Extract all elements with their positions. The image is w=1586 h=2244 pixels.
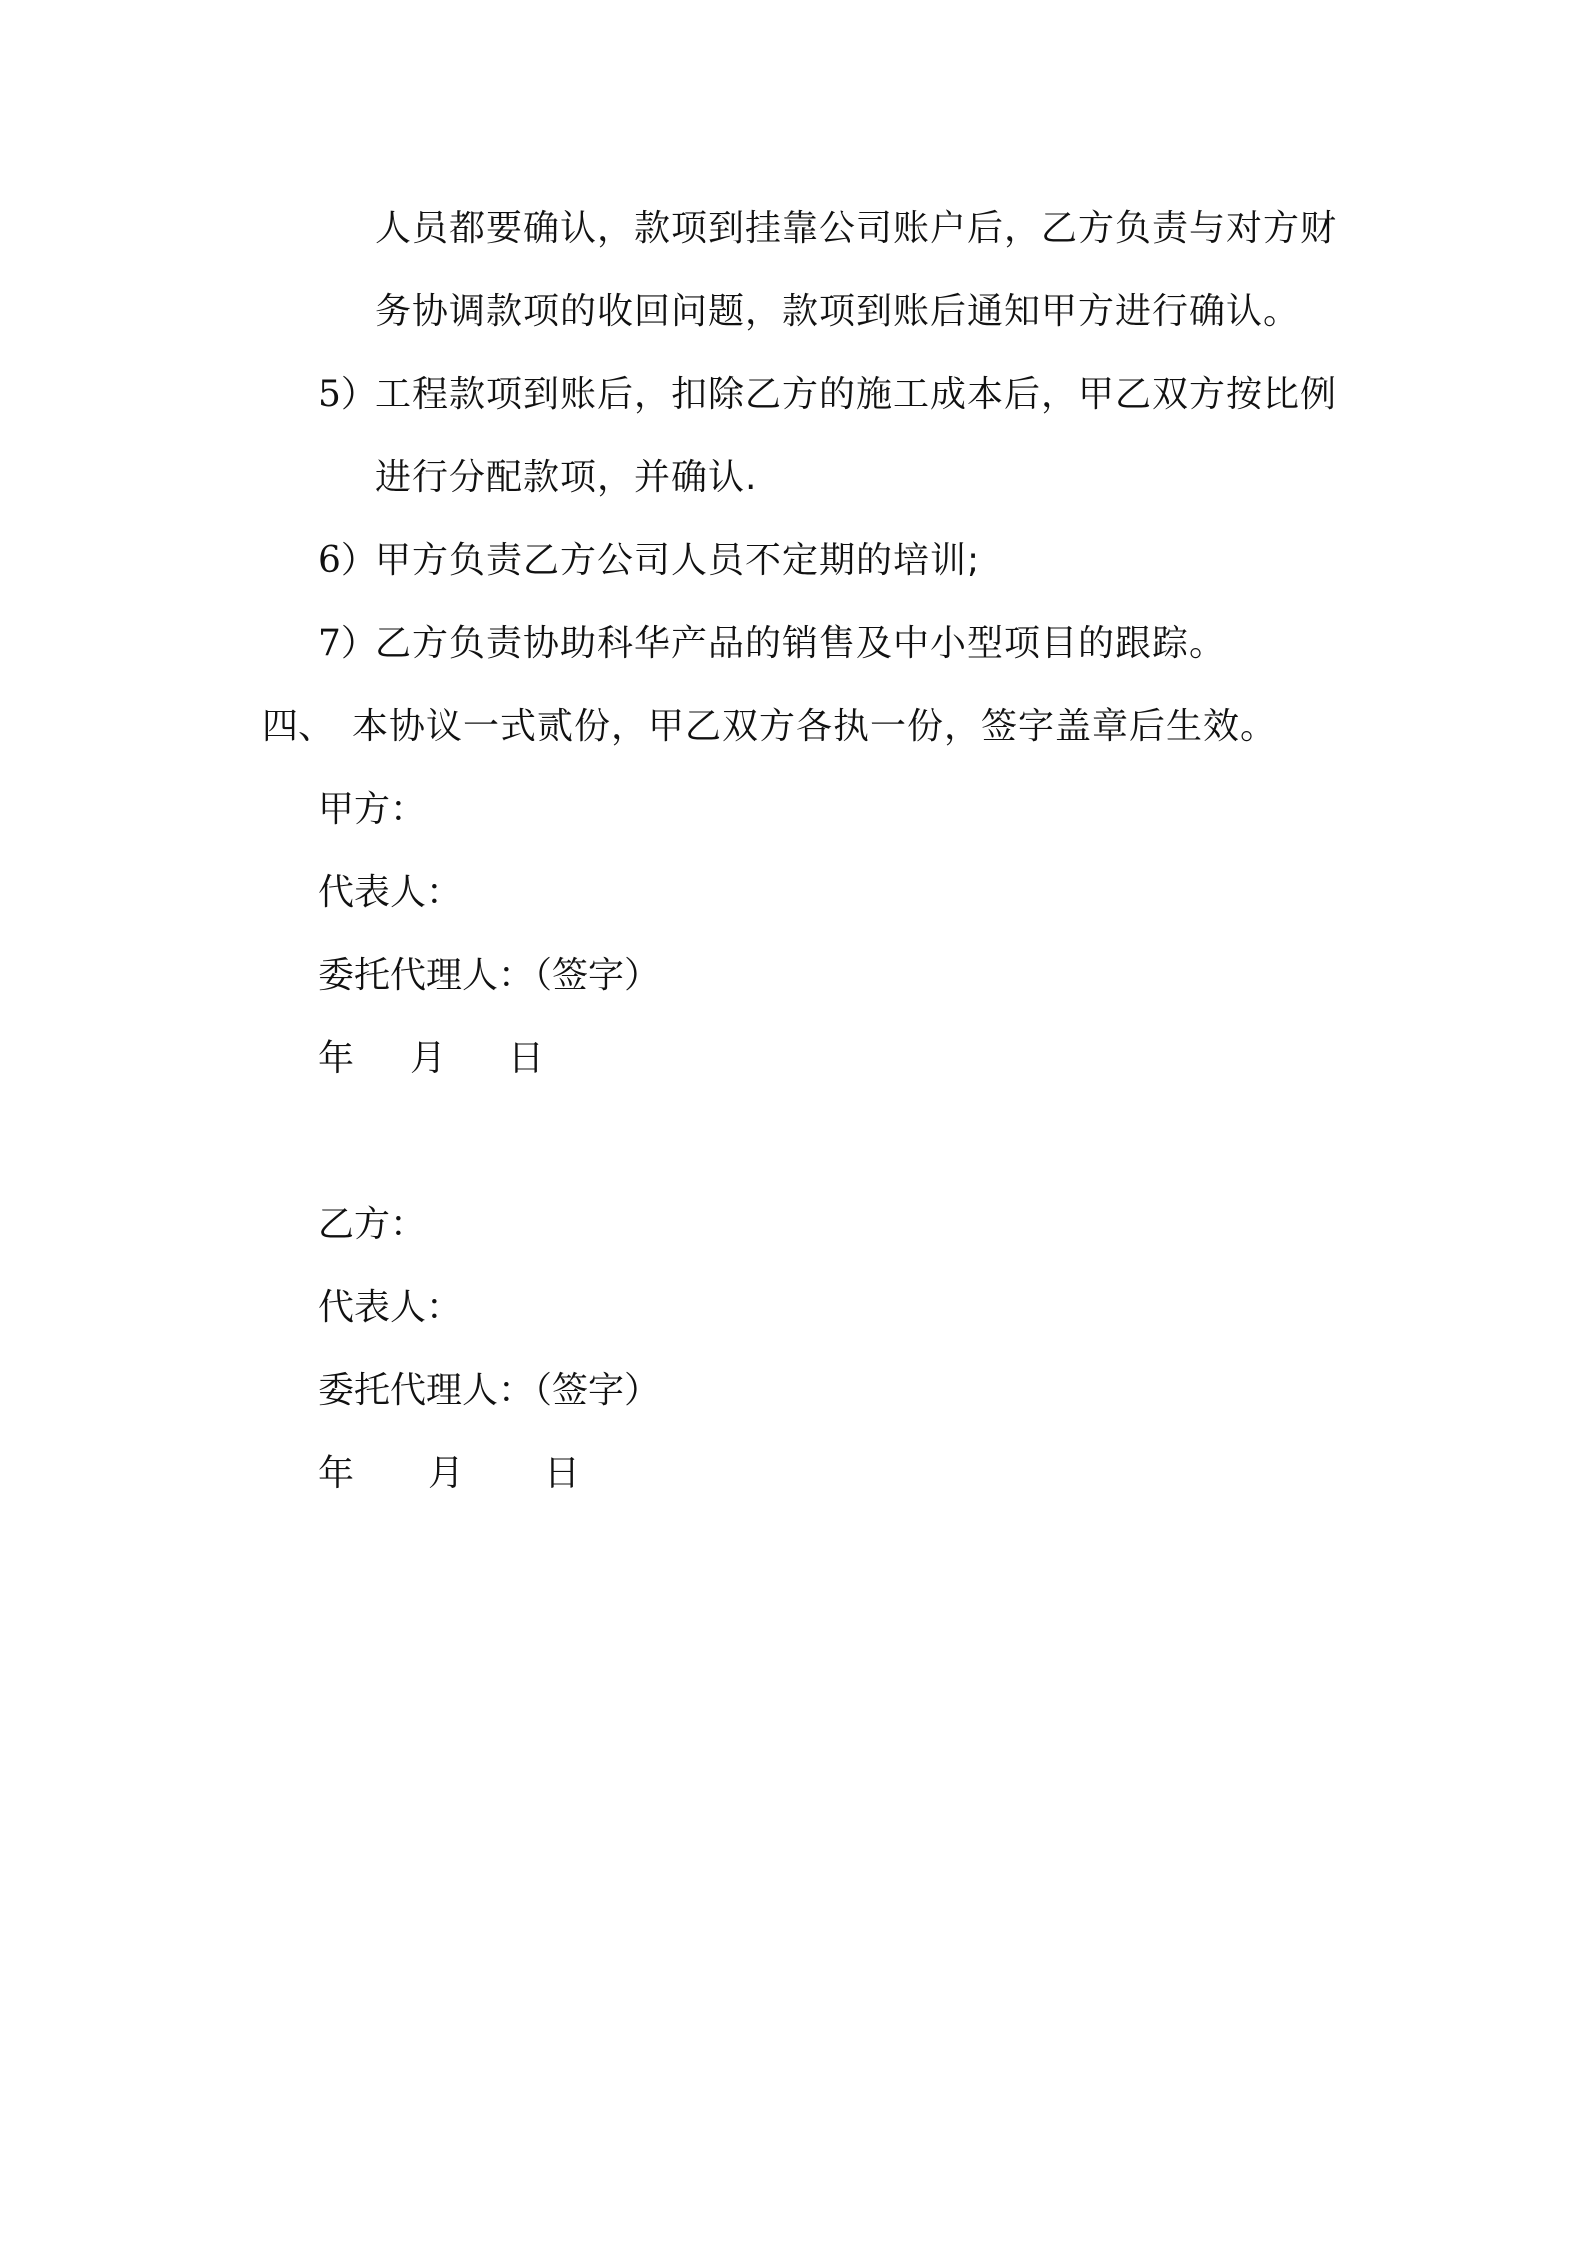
party-b-label: 乙方：: [318, 1204, 427, 1245]
list-item-text-continued: 进行分配款项，并确认.: [375, 457, 758, 498]
date-month: 月: [410, 1038, 447, 1079]
date-year: 年: [318, 1453, 355, 1494]
list-item-text: 工程款项到账后，扣除乙方的施工成本后，甲乙双方按比例: [375, 374, 1338, 415]
party-b-representative: 代表人：: [318, 1287, 463, 1328]
list-item-text: 乙方负责协助科华产品的销售及中小型项目的跟踪。: [375, 623, 1227, 664]
party-a-representative: 代表人：: [318, 872, 463, 913]
paragraph-line: 务协调款项的收回问题，款项到账后通知甲方进行确认。: [375, 291, 1301, 332]
party-b-date: [318, 1450, 618, 1498]
list-item-7: [318, 620, 377, 668]
date-day: 日: [508, 1038, 545, 1079]
section-text: 本协议一式贰份，甲乙双方各执一份，签字盖章后生效。: [352, 706, 1278, 747]
date-day: 日: [544, 1453, 581, 1494]
date-year: 年: [318, 1038, 355, 1079]
list-item-6: [318, 537, 377, 585]
party-a-agent: 委托代理人：（签字）: [318, 955, 661, 996]
party-a-label: 甲方：: [318, 789, 427, 830]
party-a-date: [318, 1035, 578, 1083]
section-number: 四、: [262, 706, 335, 747]
paragraph-line: 人员都要确认，款项到挂靠公司账户后，乙方负责与对方财: [375, 208, 1338, 249]
list-number: 5）: [318, 374, 377, 415]
list-item-text: 甲方负责乙方公司人员不定期的培训;: [375, 540, 981, 581]
list-item-5: [318, 371, 377, 419]
party-b-agent: 委托代理人：（签字）: [318, 1370, 661, 1411]
date-month: 月: [428, 1453, 465, 1494]
list-number: 6）: [318, 540, 377, 581]
list-number: 7）: [318, 623, 377, 664]
